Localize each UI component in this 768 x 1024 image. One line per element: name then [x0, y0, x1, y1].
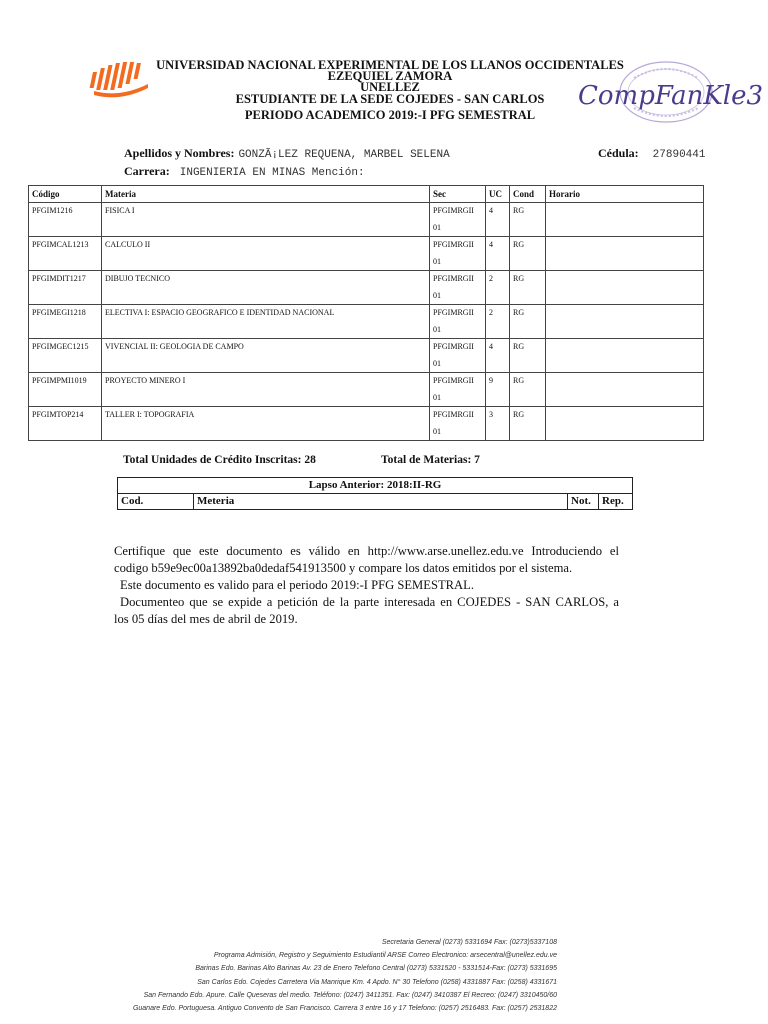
signature: CompFanKle3	[578, 81, 764, 111]
cell-cond-text: RG	[513, 206, 525, 215]
cell-materia	[102, 305, 430, 339]
cell-sec-text: PFGIMRGII	[433, 206, 474, 215]
cell-sec-group: 01	[433, 359, 441, 368]
cell-sec-text: PFGIMRGII	[433, 274, 474, 283]
cell-uc-text: 3	[489, 410, 493, 419]
cell-sec	[430, 203, 486, 237]
cell-materia-text: TALLER I: TOPOGRAFIA	[105, 410, 195, 419]
cell-cond	[510, 373, 546, 407]
certificate-line-4: Documenteo que se expide a petición de la parte interesada en COJEDES - SAN CARLOS, a	[120, 595, 619, 609]
cell-codigo	[29, 305, 102, 339]
cell-cond-text: RG	[513, 410, 525, 419]
cell-materia-text: DIBUJO TECNICO	[105, 274, 170, 283]
cell-uc-text: 4	[489, 240, 493, 249]
cell-horario	[546, 305, 704, 339]
cell-sec	[430, 305, 486, 339]
cell-sec-group: 01	[433, 427, 441, 436]
career-label: Carrera:	[124, 164, 170, 178]
cell-sec-text: PFGIMRGII	[433, 240, 474, 249]
cell-materia-text: ELECTIVA I: ESPACIO GEOGRAFICO E IDENTIDAD NACIONAL	[105, 308, 335, 317]
total-subjects: Total de Materias: 7	[381, 454, 480, 466]
cell-materia	[102, 339, 430, 373]
footer-line: San Carlos Edo. Cojedes Carretera Via Manrique Km. 4 Apdo. N° 30 Telefono (0258) 4331887 Fax: (0258) 4331671	[197, 978, 557, 986]
career-row	[124, 162, 365, 180]
cell-sec-group: 01	[433, 325, 441, 334]
header-meteria: Meteria	[194, 494, 568, 510]
university-acronym: UNELLEZ	[360, 80, 420, 94]
cell-materia-text: VIVENCIAL II: GEOLOGIA DE CAMPO	[105, 342, 244, 351]
cell-cond-text: RG	[513, 376, 525, 385]
previous-term-header-row	[118, 494, 633, 510]
cell-cond-text: RG	[513, 274, 525, 283]
id-value: 27890441	[652, 149, 706, 161]
cell-cond	[510, 339, 546, 373]
cell-codigo	[29, 203, 102, 237]
table-row	[29, 373, 704, 407]
cell-horario	[546, 407, 704, 441]
cell-codigo	[29, 237, 102, 271]
cell-sec-text: PFGIMRGII	[433, 308, 474, 317]
cell-sec-group: 01	[433, 257, 441, 266]
cell-uc	[486, 271, 510, 305]
cell-materia-text: PROYECTO MINERO I	[105, 376, 186, 385]
cell-codigo	[29, 407, 102, 441]
cell-codigo-text: PFGIMGEC1215	[32, 342, 89, 351]
student-name-row	[124, 144, 450, 162]
cell-uc	[486, 339, 510, 373]
cell-uc	[486, 237, 510, 271]
cell-sec	[430, 339, 486, 373]
header-not: Not.	[568, 494, 599, 510]
header-cod: Cod.	[118, 494, 194, 510]
cell-uc	[486, 305, 510, 339]
cell-cond	[510, 407, 546, 441]
header-horario: Horario	[546, 186, 704, 203]
cell-codigo-text: PFGIM1216	[32, 206, 73, 215]
certificate-date: los 05 días del mes de abril de 2019.	[114, 612, 298, 626]
footer-line: Barinas Edo. Barinas Alto Barinas Av. 23 de Enero Telefono Central (0273) 5331520 - 5331514-Fax: (0273) 5331695	[195, 965, 557, 973]
certificate-line-1: Certifique que este documento es válido en http://www.arse.unellez.edu.ve Introduciendo el	[114, 544, 619, 558]
cell-horario	[546, 203, 704, 237]
certificate-line-2: codigo b59e9ec00a13892ba0dedaf541913500 y compare los datos emitidos por el sistema.	[114, 561, 573, 575]
cell-materia	[102, 373, 430, 407]
cell-cond-text: RG	[513, 342, 525, 351]
id-row	[598, 144, 705, 162]
cell-uc-text: 2	[489, 274, 493, 283]
header-sec: Sec	[430, 186, 486, 203]
table-row	[29, 271, 704, 305]
cell-materia	[102, 271, 430, 305]
header-uc: UC	[486, 186, 510, 203]
cell-sec-text: PFGIMRGII	[433, 342, 474, 351]
cell-materia-text: FISICA I	[105, 206, 135, 215]
cell-uc	[486, 373, 510, 407]
cell-uc	[486, 203, 510, 237]
cell-sec	[430, 237, 486, 271]
cell-cond	[510, 203, 546, 237]
cell-sec	[430, 271, 486, 305]
table-row	[29, 407, 704, 441]
cell-sec	[430, 373, 486, 407]
cell-cond-text: RG	[513, 240, 525, 249]
cell-uc-text: 2	[489, 308, 493, 317]
campus-heading: ESTUDIANTE DE LA SEDE COJEDES - SAN CARLOS	[235, 92, 545, 106]
cell-sec-group: 01	[433, 291, 441, 300]
footer-contacts	[133, 936, 557, 1015]
cell-sec-group: 01	[433, 223, 441, 232]
header-codigo: Código	[29, 186, 102, 203]
cell-codigo-text: PFGIMDIT1217	[32, 274, 86, 283]
cell-cond-text: RG	[513, 308, 525, 317]
cell-sec-text: PFGIMRGII	[433, 376, 474, 385]
cell-codigo	[29, 373, 102, 407]
footer-line: Secretaria General (0273) 5331694 Fax: (0273)5337108	[381, 939, 557, 946]
cell-codigo	[29, 271, 102, 305]
career-value: INGENIERIA EN MINAS Mención:	[179, 167, 365, 179]
cell-horario	[546, 373, 704, 407]
header-materia: Materia	[102, 186, 430, 203]
cell-materia	[102, 203, 430, 237]
cell-codigo-text: PFGIMPMI1019	[32, 376, 87, 385]
total-credits: Total Unidades de Crédito Inscritas: 28	[123, 454, 316, 466]
cell-cond	[510, 237, 546, 271]
table-row	[29, 305, 704, 339]
cell-materia-text: CALCULO II	[105, 240, 151, 249]
university-subtitle: EZEQUIEL ZAMORA	[327, 69, 453, 83]
cell-codigo-text: PFGIMCAL1213	[32, 240, 89, 249]
cell-sec	[430, 407, 486, 441]
cell-sec-group: 01	[433, 393, 441, 402]
university-name: UNIVERSIDAD NACIONAL EXPERIMENTAL DE LOS LLANOS OCCIDENTALES	[156, 58, 624, 72]
footer-line: Programa Admisión, Registro y Seguimiento Estudiantil ARSE Correo Electronico: arsecentral@unellez.edu.ve	[213, 952, 557, 960]
footer-line: San Fernando Edo. Apure. Calle Queseras del medio. Teléfono: (0247) 3411351. Fax: (0247) 3410387 El Recreo: (0247) 3310450/60	[143, 991, 557, 999]
table-header-row	[29, 186, 704, 203]
certificate-validity: Este documento es valido para el periodo 2019:-I PFG SEMESTRAL.	[120, 578, 474, 592]
table-row	[29, 203, 704, 237]
cell-horario	[546, 237, 704, 271]
cell-uc	[486, 407, 510, 441]
name-value: GONZÃ¡LEZ REQUENA, MARBEL SELENA	[238, 149, 450, 161]
period-heading: PERIODO ACADEMICO 2019:-I PFG SEMESTRAL	[244, 108, 536, 122]
id-label: Cédula:	[598, 146, 639, 160]
cell-horario	[546, 271, 704, 305]
cell-codigo-text: PFGIMEGI1218	[32, 308, 86, 317]
cell-cond	[510, 271, 546, 305]
previous-term-caption: Lapso Anterior: 2018:II-RG	[118, 478, 633, 494]
name-label: Apellidos y Nombres:	[124, 146, 235, 160]
certificate-text	[114, 543, 619, 628]
cell-uc-text: 4	[489, 342, 493, 351]
cell-codigo-text: PFGIMTOP214	[32, 410, 84, 419]
cell-uc-text: 4	[489, 206, 493, 215]
header-rep: Rep.	[599, 494, 633, 510]
footer-line: Guanare Edo. Portuguesa. Antiguo Convento de San Francisco. Carrera 3 entre 16 y 17 Telefono: (0257) 2516483. Fax: (0257) 2531822	[132, 1005, 557, 1013]
table-row	[29, 237, 704, 271]
cell-materia	[102, 407, 430, 441]
cell-uc-text: 9	[489, 376, 493, 385]
cell-horario	[546, 339, 704, 373]
cell-sec-text: PFGIMRGII	[433, 410, 474, 419]
table-row	[29, 339, 704, 373]
cell-materia	[102, 237, 430, 271]
cell-codigo	[29, 339, 102, 373]
header-cond: Cond	[510, 186, 546, 203]
subjects-table	[28, 185, 704, 441]
previous-term-table	[117, 477, 633, 510]
cell-cond	[510, 305, 546, 339]
